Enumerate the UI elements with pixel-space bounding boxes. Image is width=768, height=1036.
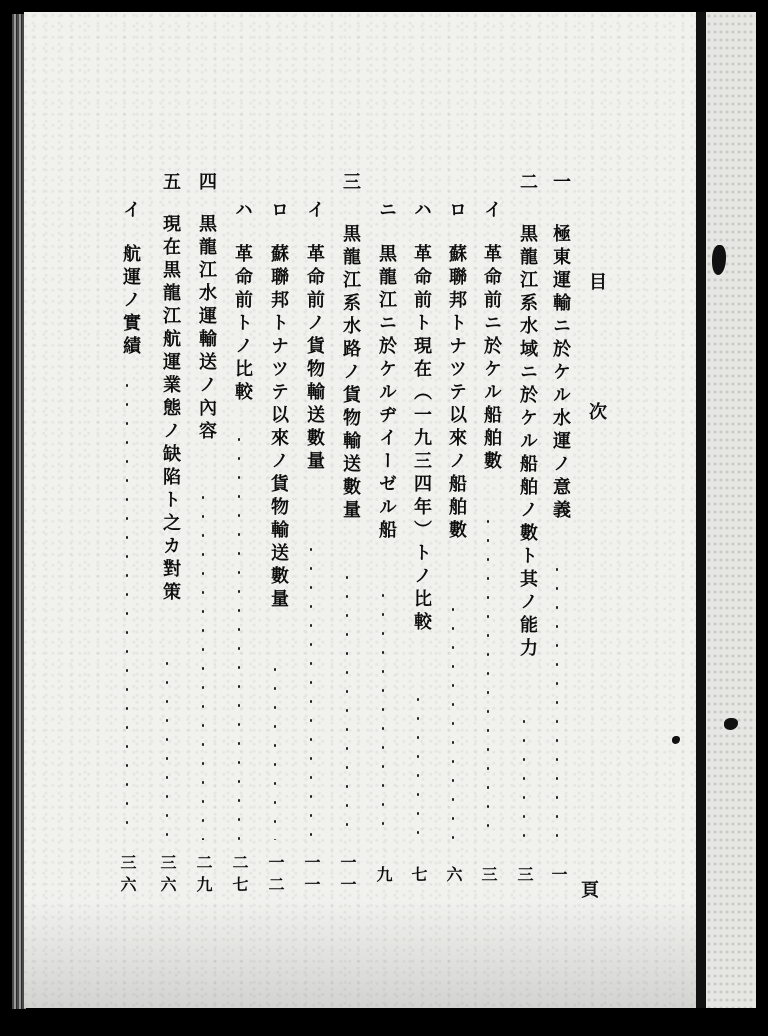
- toc-entry-page: 二九: [194, 854, 213, 898]
- toc-entry-number: 四: [196, 172, 217, 195]
- leader-dots: [487, 512, 489, 840]
- toc-entry-subnumber: ロ: [268, 200, 289, 223]
- scan-noise: [24, 900, 696, 1008]
- toc-entry-subnumber: ハ: [232, 200, 253, 223]
- toc-entry-title: 黒龍江水運輸送ノ內容: [196, 214, 217, 444]
- toc-entry-title: 航運ノ實績: [120, 244, 141, 359]
- toc-entry-page: 一二: [266, 854, 285, 898]
- toc-entry-title: 蘇聯邦トナツテ以來ノ船舶數: [446, 244, 467, 543]
- leader-dots: [382, 586, 384, 840]
- toc-entry-title: 極東運輸ニ於ケル水運ノ意義: [550, 224, 571, 523]
- toc-entry-title: 革命前ト現在（一九三四年）トノ比較: [411, 244, 432, 635]
- leader-dots: [556, 560, 558, 840]
- toc-entry-page: 九: [374, 866, 393, 888]
- toc-entry-page: 一: [549, 866, 568, 888]
- toc-entry-page: 二七: [230, 854, 249, 898]
- facing-page-edge: [706, 12, 756, 1008]
- toc-entry-page: 三六: [118, 854, 137, 898]
- toc-entry-title: 現在黒龍江航運業態ノ缺陷ト之カ對策: [160, 214, 181, 605]
- toc-entry-subnumber: イ: [481, 200, 502, 223]
- toc-entry-number: 一: [550, 172, 571, 195]
- toc-entry-title: 蘇聯邦トナツテ以來ノ貨物輸送數量: [268, 244, 289, 612]
- leader-dots: [310, 540, 312, 840]
- toc-entry-subnumber: ニ: [376, 200, 397, 223]
- toc-heading-second: 次: [586, 402, 607, 420]
- toc-entry-page: 一一: [302, 854, 321, 898]
- leader-dots: [274, 660, 276, 840]
- toc-entry-title: 革命前ノ貨物輸送數量: [304, 244, 325, 474]
- toc-heading-first: 目: [586, 272, 607, 290]
- leader-dots: [523, 712, 525, 840]
- toc-entry-number: 五: [160, 172, 181, 195]
- leader-dots: [126, 376, 128, 840]
- toc-entry-subnumber: イ: [304, 200, 325, 223]
- toc-entry-number: 二: [517, 172, 538, 195]
- toc-entry-page: 三六: [158, 854, 177, 898]
- toc-entry-title: 黒龍江系水路ノ貨物輸送數量: [340, 224, 361, 523]
- toc-entry-page: 三: [515, 866, 534, 888]
- toc-entry-page: 三: [479, 866, 498, 888]
- toc-entry-title: 革命前ニ於ケル船舶數: [481, 244, 502, 474]
- page-column-label: 頁: [578, 880, 599, 898]
- leader-dots: [202, 488, 204, 840]
- leader-dots: [166, 654, 168, 840]
- leader-dots: [346, 568, 348, 840]
- toc-entry-page: 一一: [338, 854, 357, 898]
- toc-entry-page: 六: [444, 866, 463, 888]
- toc-entry-subnumber: イ: [120, 200, 141, 223]
- toc-entry-title: 黒龍江系水域ニ於ケル船舶ノ數ト其ノ能力: [517, 224, 538, 661]
- toc-entry-title: 革命前トノ比較: [232, 244, 253, 405]
- toc-entry-number: 三: [340, 172, 361, 195]
- toc-entry-subnumber: ハ: [411, 200, 432, 223]
- leader-dots: [417, 690, 419, 840]
- toc-entry-title: 黒龍江ニ於ケルヂイーゼル船: [376, 244, 397, 543]
- leader-dots: [238, 430, 240, 840]
- toc-entry-subnumber: ロ: [446, 200, 467, 223]
- leader-dots: [452, 600, 454, 840]
- book-spine: [696, 12, 706, 1008]
- toc-entry-page: 七: [409, 866, 428, 888]
